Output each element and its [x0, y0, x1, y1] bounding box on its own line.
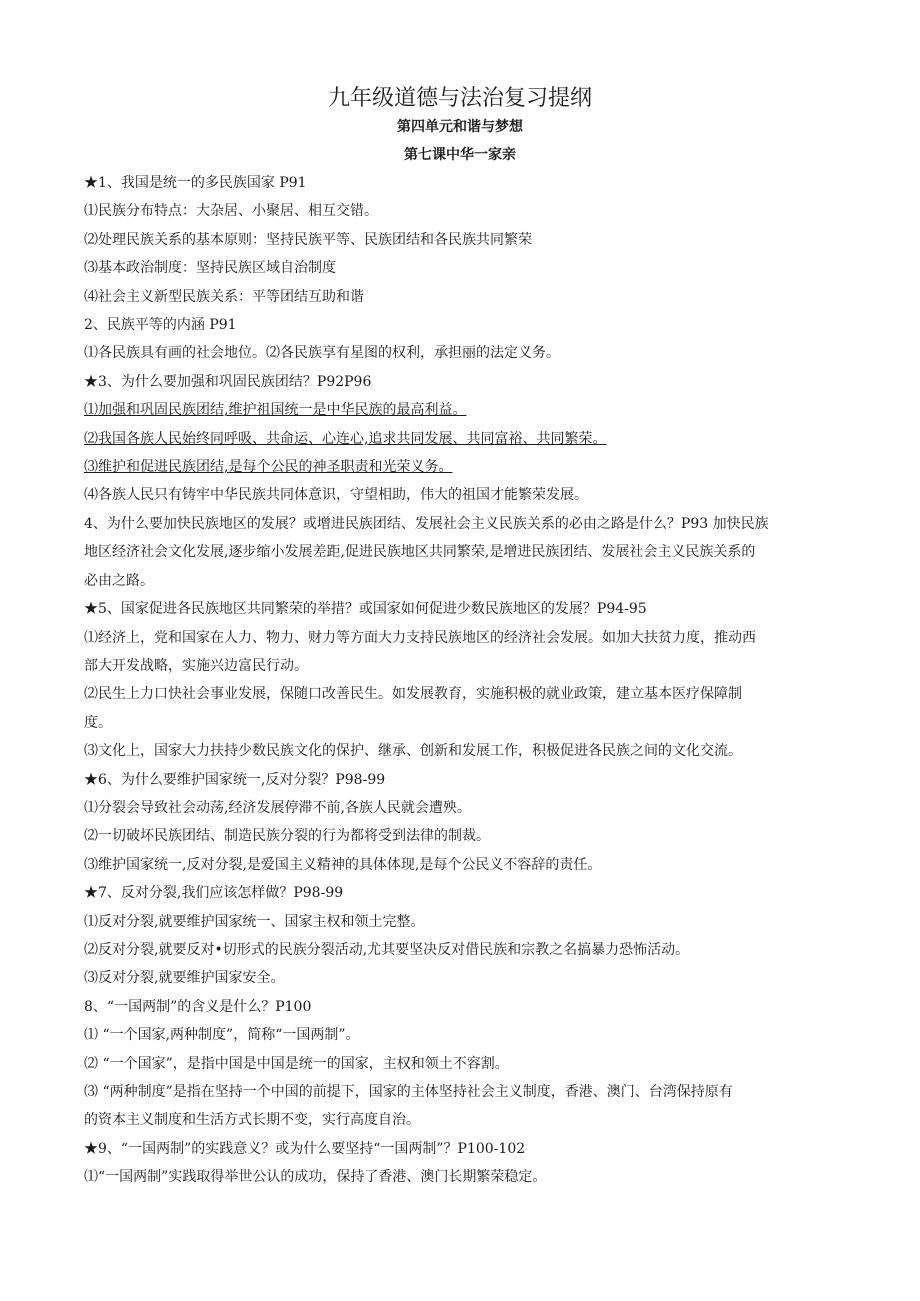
outline-line-underlined: ⑶维护和促进民族团结,是每个公民的神圣职责和光荣义务。 — [84, 459, 453, 476]
outline-line: ⑵处理民族关系的基本原则：坚持民族平等、民族团结和各民族共同繁荣 — [84, 231, 532, 248]
outline-line: ⑴ “一个国家,两种制度”，简称“一国两制”。 — [84, 1027, 360, 1044]
outline-line: ⑶基本政治制度：坚持民族区域自治制度 — [84, 260, 336, 277]
outline-line: ⑵反对分裂,就要反对•切形式的民族分裂活动,尤其要坚决反对借民族和宗教之名搞暴力恐怖活动。 — [84, 941, 690, 958]
outline-line: 4、为什么要加快民族地区的发展？或增进民族团结、发展社会主义民族关系的必由之路是什么？P93 加快民族 — [84, 515, 769, 532]
unit-heading: 第四单元和谐与梦想 — [397, 119, 523, 135]
outline-line: ★7、反对分裂,我们应该怎样做？P98-99 — [84, 885, 344, 902]
outline-line: ⑴经济上，党和国家在人力、物力、财力等方面大力支持民族地区的经济社会发展。如加大扶贫力度，推动西 — [84, 629, 756, 646]
outline-line: 地区经济社会文化发展,逐步缩小发展差距,促进民族地区共同繁荣,是增进民族团结、发展社会主义民族关系的 — [84, 544, 756, 561]
outline-line: ⑴民族分布特点：大杂居、小聚居、相互交错。 — [84, 203, 378, 220]
outline-line: ★1、我国是统一的多民族国家 P91 — [84, 175, 307, 191]
outline-body — [84, 169, 836, 1192]
outline-line: ⑷各族人民只有铸牢中华民族共同体意识，守望相助，伟大的祖国才能繁荣发展。 — [84, 487, 588, 504]
outline-line: 度。 — [84, 714, 112, 731]
outline-line: 部大开发战略，实施兴边富民行动。 — [84, 657, 308, 674]
document-title: 九年级道德与法治复习提纲 — [327, 86, 592, 111]
outline-line: ★3、为什么要加强和巩固民族团结？P92P96 — [84, 373, 372, 390]
outline-line: ★6、为什么要维护国家统一,反对分裂？P98-99 — [84, 771, 386, 788]
outline-line: ⑴“一国两制”实践取得举世公认的成功，保持了香港、澳门长期繁荣稳定。 — [84, 1169, 547, 1186]
outline-line: ★5、国家促进各民族地区共同繁荣的举措？或国家如何促进少数民族地区的发展？P94-95 — [84, 601, 647, 618]
outline-line: ⑵ “一个国家”，是指中国是中国是统一的国家，主权和领土不容割。 — [84, 1055, 509, 1072]
lesson-heading: 第七课中华一家亲 — [404, 147, 516, 163]
outline-line: ★9、“一国两制”的实践意义？或为什么要坚持“一国两制”？P100-102 — [84, 1140, 526, 1157]
outline-line: ⑷社会主义新型民族关系：平等团结互助和谐 — [84, 288, 364, 305]
outline-line: ⑵民生上力口快社会事业发展，保随口改善民生。如发展教育，实施积极的就业政策，建立基本医疗保障制 — [84, 686, 742, 703]
outline-line-underlined: ⑴加强和巩固民族团结,维护祖国统一是中华民族的最高利益。 — [84, 402, 467, 419]
outline-line: 2、民族平等的内涵 P91 — [84, 317, 237, 334]
outline-line: ⑶维护国家统一,反对分裂,是爱国主义精神的具体体现,是每个公民义不容辞的责任。 — [84, 856, 602, 873]
outline-line: ⑶ “两种制度”是指在坚持一个中国的前提下，国家的主体坚持社会主义制度，香港、澳门、台湾保持原有 — [84, 1084, 733, 1100]
outline-line: 必由之路。 — [84, 572, 154, 589]
outline-line: ⑴各民族具有画的社会地位。⑵各民族享有星图的权利，承担丽的法定义务。 — [84, 345, 560, 362]
outline-line-underlined: ⑵我国各族人民始终同呼吸、共命运、心连心,追求共同发展、共同富裕、共同繁荣。 — [84, 430, 607, 447]
outline-line: 的资本主义制度和生活方式长期不变，实行高度自治。 — [84, 1112, 420, 1129]
outline-line: ⑵一切破坏民族团结、制造民族分裂的行为都将受到法律的制裁。 — [84, 828, 490, 845]
outline-line: ⑴反对分裂,就要维护国家统一、国家主权和领土完整。 — [84, 913, 425, 930]
outline-line: ⑶文化上，国家大力扶持少数民族文化的保护、继承、创新和发展工作，积极促进各民族之间的文化交流。 — [84, 743, 742, 760]
outline-line: ⑴分裂会导致社会动荡,经济发展停滞不前,各族人民就会遭殃。 — [84, 799, 471, 816]
outline-line: 8、“一国两制”的含义是什么？P100 — [84, 998, 312, 1015]
outline-line: ⑶反对分裂,就要维护国家安全。 — [84, 970, 285, 987]
